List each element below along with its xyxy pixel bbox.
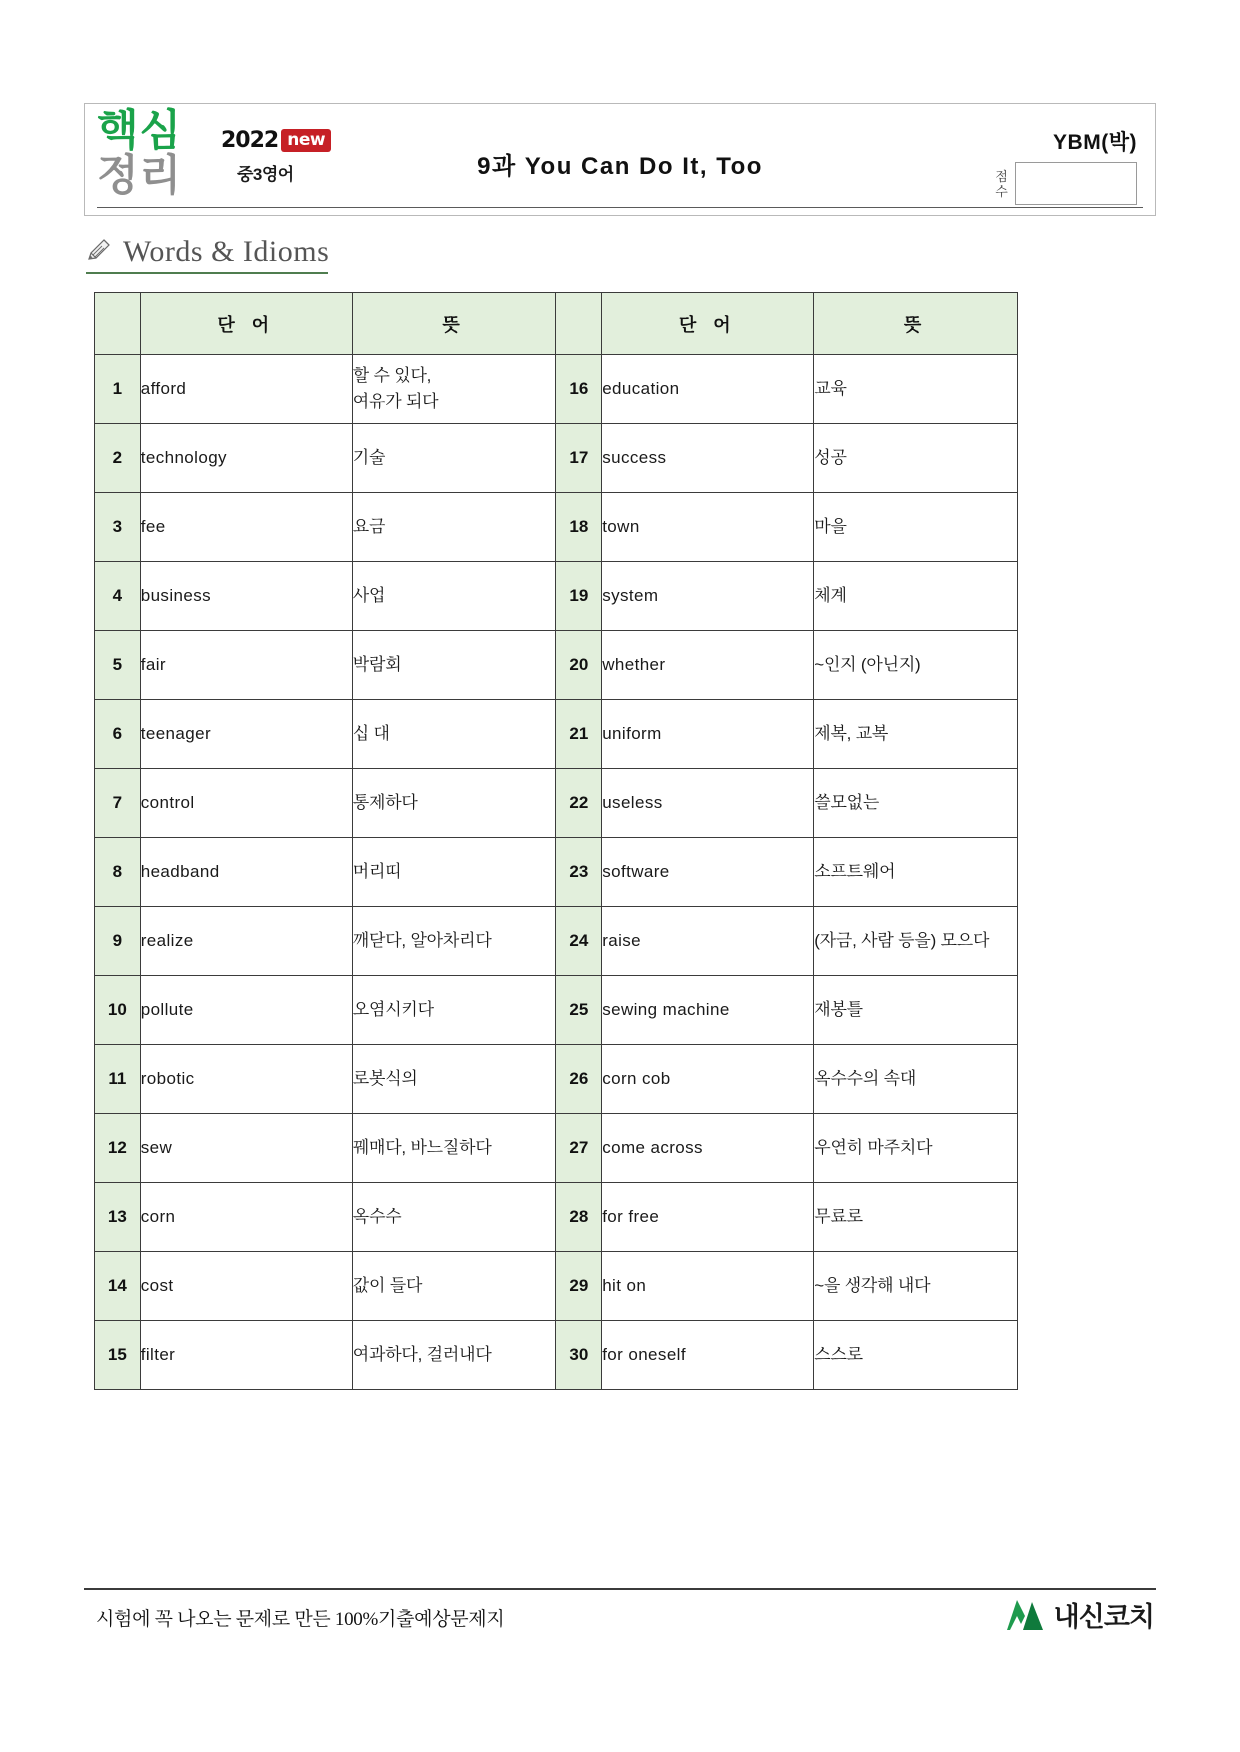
cell-meaning-left: 옥수수 xyxy=(352,1183,556,1252)
cell-meaning-left: 사업 xyxy=(352,562,556,631)
cell-word-right: sewing machine xyxy=(602,976,814,1045)
cell-word-right: for free xyxy=(602,1183,814,1252)
score-input-box[interactable] xyxy=(1015,162,1137,205)
table-row xyxy=(95,838,1018,907)
cell-word-right: software xyxy=(602,838,814,907)
score-area xyxy=(993,162,1137,205)
publisher-label: YBM(박) xyxy=(1053,131,1137,154)
header-num-left xyxy=(95,293,141,355)
cell-number-left: 13 xyxy=(95,1183,141,1252)
cell-meaning-left: 로봇식의 xyxy=(352,1045,556,1114)
worksheet-header xyxy=(84,103,1156,216)
header-meaning-right: 뜻 xyxy=(814,293,1018,355)
header-divider xyxy=(97,207,1143,208)
cell-meaning-right: 마을 xyxy=(814,493,1018,562)
table-row xyxy=(95,355,1018,424)
cell-number-left: 12 xyxy=(95,1114,141,1183)
table-row xyxy=(95,424,1018,493)
cell-number-left: 4 xyxy=(95,562,141,631)
table-row xyxy=(95,1321,1018,1390)
new-badge: new xyxy=(281,129,331,152)
cell-word-left: cost xyxy=(140,1252,352,1321)
cell-number-right: 24 xyxy=(556,907,602,976)
cell-number-left: 10 xyxy=(95,976,141,1045)
logo-grade: 중3영어 xyxy=(237,165,294,184)
cell-meaning-left: 여과하다, 걸러내다 xyxy=(352,1321,556,1390)
cell-meaning-right: 무료로 xyxy=(814,1183,1018,1252)
cell-number-left: 5 xyxy=(95,631,141,700)
table-row xyxy=(95,769,1018,838)
cell-word-left: technology xyxy=(140,424,352,493)
cell-meaning-left: 머리띠 xyxy=(352,838,556,907)
cell-number-right: 17 xyxy=(556,424,602,493)
cell-number-right: 28 xyxy=(556,1183,602,1252)
footer-tagline: 시험에 꼭 나오는 문제로 만든 100%기출예상문제지 xyxy=(96,1609,505,1630)
cell-meaning-left: 십 대 xyxy=(352,700,556,769)
cell-meaning-left: 오염시키다 xyxy=(352,976,556,1045)
header-word-left: 단 어 xyxy=(140,293,352,355)
cell-meaning-left: 요금 xyxy=(352,493,556,562)
cell-number-left: 7 xyxy=(95,769,141,838)
cell-number-right: 16 xyxy=(556,355,602,424)
cell-number-left: 9 xyxy=(95,907,141,976)
cell-word-left: teenager xyxy=(140,700,352,769)
logo-year: 2022 xyxy=(221,128,279,153)
section-title: Words & Idioms xyxy=(123,235,330,268)
cell-number-left: 2 xyxy=(95,424,141,493)
cell-word-left: fair xyxy=(140,631,352,700)
table-body xyxy=(95,355,1018,1390)
cell-word-right: town xyxy=(602,493,814,562)
cell-meaning-right: (자금, 사람 등을) 모으다 xyxy=(814,907,1018,976)
cell-word-right: uniform xyxy=(602,700,814,769)
cell-number-right: 19 xyxy=(556,562,602,631)
cell-meaning-right: 성공 xyxy=(814,424,1018,493)
cell-word-right: success xyxy=(602,424,814,493)
cell-word-left: robotic xyxy=(140,1045,352,1114)
cell-word-left: headband xyxy=(140,838,352,907)
cell-meaning-right: 쓸모없는 xyxy=(814,769,1018,838)
cell-number-left: 3 xyxy=(95,493,141,562)
header-num-right xyxy=(556,293,602,355)
cell-meaning-right: 교육 xyxy=(814,355,1018,424)
cell-word-left: corn xyxy=(140,1183,352,1252)
table-row xyxy=(95,1114,1018,1183)
header-word-right: 단 어 xyxy=(602,293,814,355)
cell-number-left: 15 xyxy=(95,1321,141,1390)
cell-number-right: 21 xyxy=(556,700,602,769)
cell-number-right: 25 xyxy=(556,976,602,1045)
cell-meaning-right: 제복, 교복 xyxy=(814,700,1018,769)
cell-number-left: 6 xyxy=(95,700,141,769)
cell-meaning-right: ~을 생각해 내다 xyxy=(814,1252,1018,1321)
cell-meaning-left: 값이 들다 xyxy=(352,1252,556,1321)
cell-meaning-left: 깨닫다, 알아차리다 xyxy=(352,907,556,976)
cell-meaning-right: 옥수수의 속대 xyxy=(814,1045,1018,1114)
cell-meaning-left: 꿰매다, 바느질하다 xyxy=(352,1114,556,1183)
cell-word-right: useless xyxy=(602,769,814,838)
cell-meaning-left: 할 수 있다, 여유가 되다 xyxy=(352,355,556,424)
cell-word-left: sew xyxy=(140,1114,352,1183)
table-row xyxy=(95,493,1018,562)
cell-number-right: 29 xyxy=(556,1252,602,1321)
vocabulary-table xyxy=(94,292,1018,1390)
cell-word-right: corn cob xyxy=(602,1045,814,1114)
cell-meaning-right: 소프트웨어 xyxy=(814,838,1018,907)
footer-logo xyxy=(1004,1594,1154,1634)
logo-line-2: 정리 xyxy=(97,151,183,201)
cell-meaning-right: 재봉틀 xyxy=(814,976,1018,1045)
cell-word-right: whether xyxy=(602,631,814,700)
section-header xyxy=(84,235,444,274)
section-underline xyxy=(86,272,328,274)
score-label: 점수 xyxy=(995,168,1007,199)
table-row xyxy=(95,700,1018,769)
cell-word-left: filter xyxy=(140,1321,352,1390)
cell-word-left: business xyxy=(140,562,352,631)
table-row xyxy=(95,1183,1018,1252)
cell-word-right: system xyxy=(602,562,814,631)
cell-word-left: pollute xyxy=(140,976,352,1045)
pencil-icon xyxy=(84,235,114,265)
footer-divider xyxy=(84,1588,1156,1590)
page-title: 9과 You Can Do It, Too xyxy=(477,153,763,180)
cell-number-right: 30 xyxy=(556,1321,602,1390)
table-row xyxy=(95,976,1018,1045)
cell-word-right: for oneself xyxy=(602,1321,814,1390)
cell-meaning-right: ~인지 (아닌지) xyxy=(814,631,1018,700)
cell-number-right: 20 xyxy=(556,631,602,700)
cell-meaning-right: 스스로 xyxy=(814,1321,1018,1390)
table-row xyxy=(95,1045,1018,1114)
table-row xyxy=(95,562,1018,631)
cell-number-left: 14 xyxy=(95,1252,141,1321)
cell-word-left: fee xyxy=(140,493,352,562)
table-row xyxy=(95,1252,1018,1321)
cell-meaning-left: 기술 xyxy=(352,424,556,493)
cell-number-left: 8 xyxy=(95,838,141,907)
cell-number-left: 11 xyxy=(95,1045,141,1114)
mountain-logo-icon xyxy=(1004,1594,1046,1634)
header-meaning-left: 뜻 xyxy=(352,293,556,355)
cell-meaning-left: 박람회 xyxy=(352,631,556,700)
table-row xyxy=(95,907,1018,976)
cell-number-right: 22 xyxy=(556,769,602,838)
cell-word-right: education xyxy=(602,355,814,424)
cell-number-right: 27 xyxy=(556,1114,602,1183)
cell-word-right: raise xyxy=(602,907,814,976)
cell-number-right: 23 xyxy=(556,838,602,907)
cell-number-right: 26 xyxy=(556,1045,602,1114)
cell-word-left: afford xyxy=(140,355,352,424)
logo-line-1: 핵심 xyxy=(97,106,183,156)
cell-word-left: realize xyxy=(140,907,352,976)
cell-word-right: hit on xyxy=(602,1252,814,1321)
table-header-row xyxy=(95,293,1018,355)
cell-number-left: 1 xyxy=(95,355,141,424)
footer-brand-name: 내신코치 xyxy=(1053,1601,1154,1633)
cell-meaning-right: 체계 xyxy=(814,562,1018,631)
cell-meaning-right: 우연히 마주치다 xyxy=(814,1114,1018,1183)
cell-meaning-left: 통제하다 xyxy=(352,769,556,838)
cell-word-right: come across xyxy=(602,1114,814,1183)
table-row xyxy=(95,631,1018,700)
cell-number-right: 18 xyxy=(556,493,602,562)
cell-word-left: control xyxy=(140,769,352,838)
